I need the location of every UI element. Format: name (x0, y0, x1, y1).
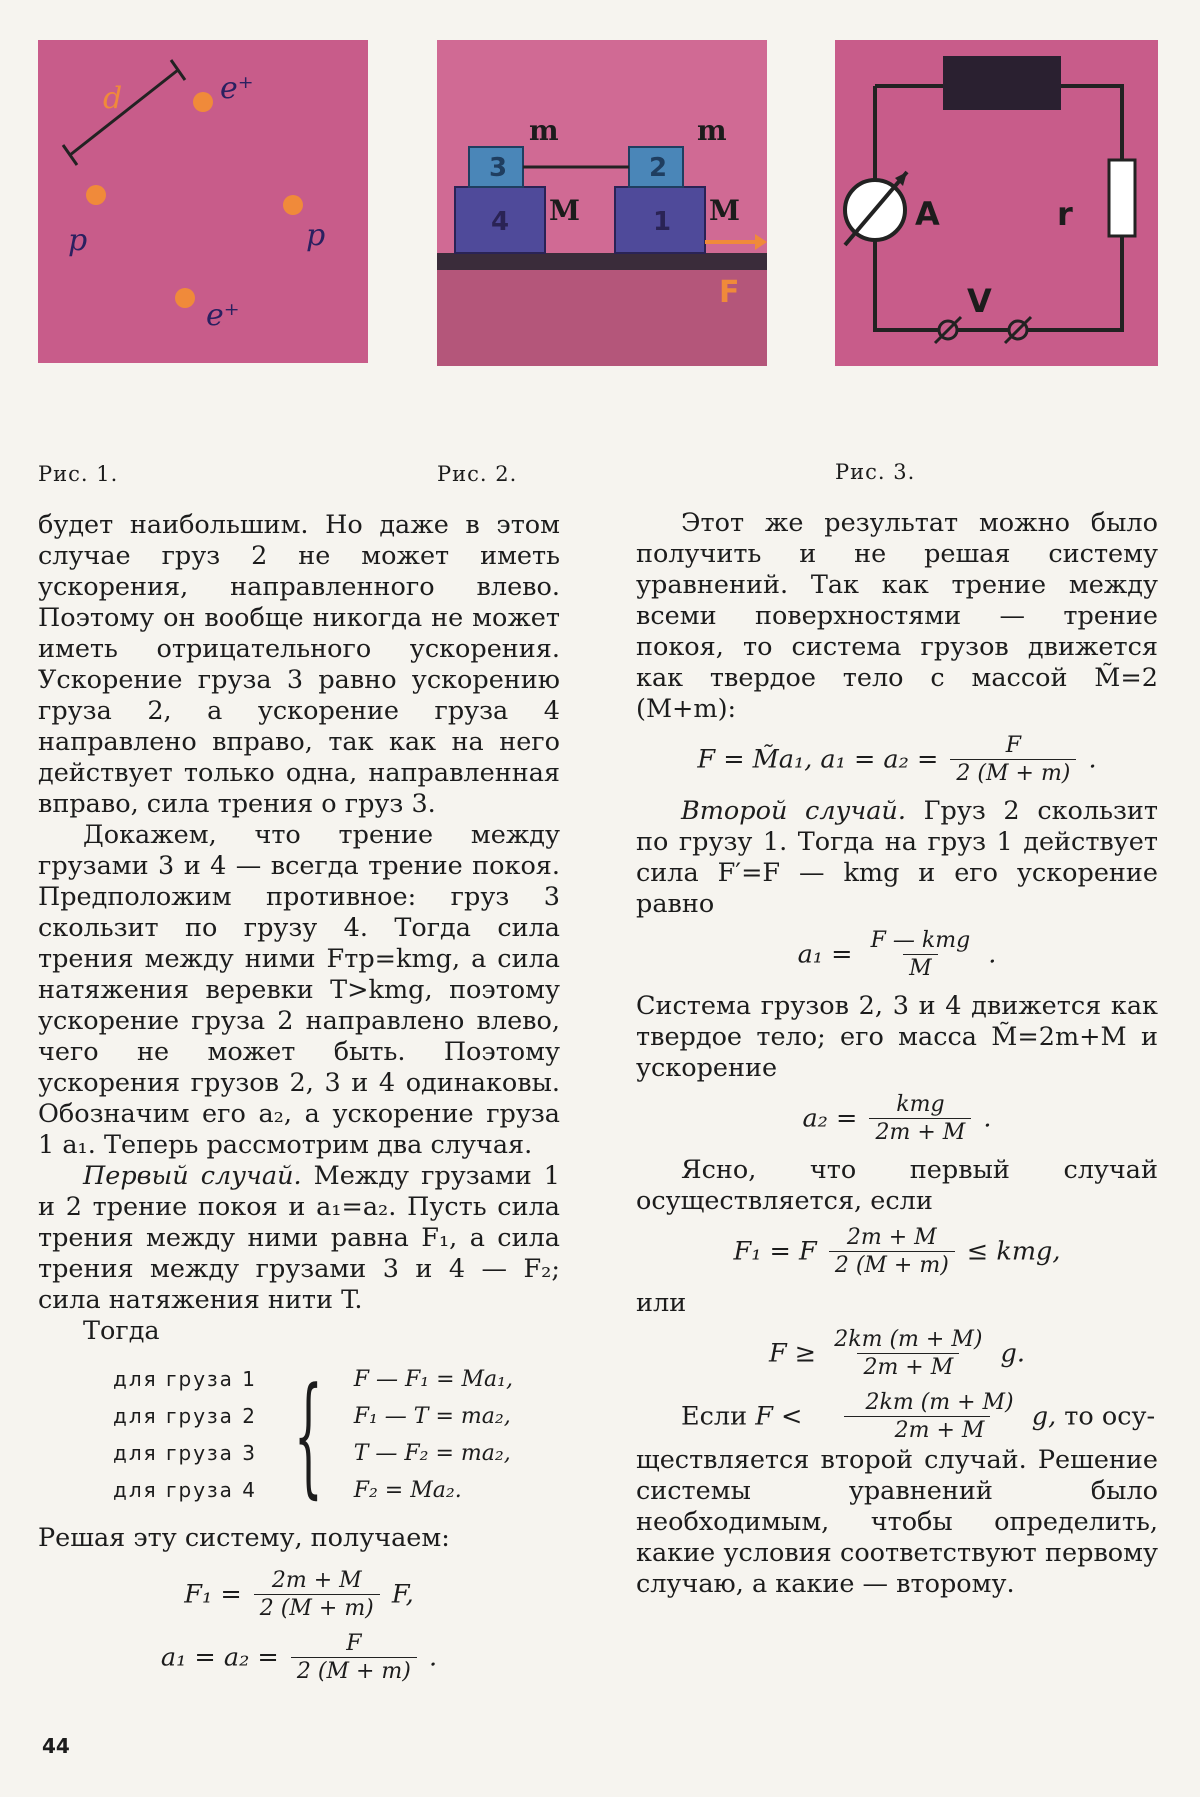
eq-rhs: . (428, 1642, 438, 1673)
eq-rhs: g. (1000, 1338, 1025, 1369)
right-paragraph-2 (636, 796, 1158, 920)
label-r: r (1057, 195, 1073, 233)
eq-den: 2m + M (869, 1118, 971, 1147)
system-eq-4: F₂ = Ma₂. (353, 1478, 462, 1503)
resistor (1109, 160, 1135, 236)
equation-system (113, 1361, 560, 1509)
eq-rhs: . (1088, 744, 1097, 775)
eq-lhs: F₁ = F (733, 1236, 817, 1267)
proton-left (86, 185, 106, 205)
figure-1-caption: Рис. 1. (38, 462, 119, 486)
label-M-left: M (549, 194, 580, 227)
label-box-2: 2 (649, 153, 668, 183)
system-eq-1: F — F₁ = Ma₁, (353, 1367, 513, 1392)
right-column (636, 508, 1158, 1600)
left-paragraph-1: будет наибольшим. Но даже в этом случае груз 2 не может иметь ускорения, направленного влево. Поэтому он вообще никогда не может иметь отрицательного ускорения. Ускорение груза 3 равно ускорению груза 2, а ускорение груза 4 направлено вправо, так как на него действует только одна, направленная вправо, сила трения о груз 3. (38, 510, 560, 819)
eq-lhs: F < (755, 1401, 803, 1432)
system-label-3: для груза 3 (113, 1441, 258, 1465)
system-eq-2: F₁ — T = ma₂, (353, 1404, 511, 1429)
label-e-bottom: e⁺ (206, 298, 240, 333)
eq-num: F (1005, 733, 1022, 758)
eq-num: 2km (m + M) (865, 1390, 1014, 1415)
left-equation-2 (38, 1631, 560, 1686)
eq-lhs: a₁ = a₂ = (160, 1642, 279, 1673)
page-number: 44 (42, 1734, 70, 1758)
right-paragraph-5-start (636, 1390, 1158, 1445)
eq-rhs: . (988, 939, 997, 970)
battery (943, 56, 1061, 110)
eq-rhs: . (983, 1103, 992, 1134)
figure-1 (38, 40, 368, 363)
eq-lhs: F = M̃a₁, a₁ = a₂ = (697, 744, 939, 775)
eq-num: F (346, 1631, 362, 1656)
system-label-1: для груза 1 (113, 1367, 258, 1391)
first-case-heading: Первый случай. (83, 1161, 302, 1191)
right-equation-3 (636, 1092, 1158, 1147)
eq-den: M (903, 954, 938, 983)
eq-den: 2 (M + m) (950, 759, 1076, 788)
figure-2 (437, 40, 767, 366)
right-equation-1 (636, 733, 1158, 788)
figure-2-caption: Рис. 2. (437, 462, 518, 486)
label-V: V (967, 282, 992, 320)
eq-num: 2m + M (271, 1568, 362, 1593)
eq-rhs: g, (1031, 1401, 1057, 1432)
system-label-2: для груза 2 (113, 1404, 258, 1428)
label-p-right: p (306, 218, 326, 253)
eq-rhs: ≤ kmg, (966, 1236, 1061, 1267)
togda-text: Тогда (83, 1316, 160, 1346)
ground-area (437, 270, 767, 366)
system-brace: { (293, 1359, 323, 1511)
if-text: Если (681, 1401, 748, 1432)
figure-3 (835, 40, 1158, 366)
system-eq-3: T — F₂ = ma₂, (353, 1441, 511, 1466)
proton-right (283, 195, 303, 215)
eq-den: 2 (M + m) (254, 1594, 380, 1623)
figure-1-background (38, 40, 368, 363)
left-column (38, 510, 560, 1694)
label-d: d (103, 81, 123, 116)
label-m-right: m (697, 114, 727, 147)
left-paragraph-2: Докажем, что трение между грузами 3 и 4 — всегда трение покоя. Предположим противное: груз 3 скользит по грузу 4. Тогда сила трения между ними Fтр=kmg, а сила натяжения веревки T>kmg, поэтому ускорение груза 2 направлено влево, чего не может быть. Поэтому ускорения грузов 2, 3 и 4 одинаковы. Обозначим его a₂, а ускорение груза 1 a₁. Теперь рассмотрим два случая. (38, 820, 560, 1160)
then-text: то осу- (1064, 1401, 1156, 1432)
label-box-4: 4 (491, 207, 510, 237)
second-case-heading: Второй случай. (681, 796, 906, 826)
eq-lhs: F ≥ (769, 1338, 817, 1369)
label-m-left: m (529, 114, 559, 147)
eq-lhs: a₂ = (802, 1103, 858, 1134)
label-p-left: p (68, 223, 88, 258)
floor (437, 253, 767, 270)
label-e-top: e⁺ (220, 71, 254, 106)
eq-num: F — kmg (870, 928, 971, 953)
right-paragraph-5: ществляется второй случай. Решение системы уравнений было необходимым, чтобы определить, какие условия соответствуют первому случаю, а какие — второму. (636, 1445, 1158, 1599)
first-case-text: Между грузами 1 и 2 трение покоя и a₁=a₂. Пусть сила трения между ними равна F₁, а сила трения между грузами 3 и 4 — F₂; сила натяжения нити T. (38, 1161, 560, 1315)
eq-lhs: F₁ = (184, 1579, 242, 1610)
label-F: F (719, 275, 740, 310)
ili-text: или (636, 1288, 687, 1318)
figure-3-caption: Рис. 3. (835, 460, 916, 484)
left-paragraph-3 (38, 1161, 560, 1316)
system-label-4: для груза 4 (113, 1478, 258, 1502)
label-box-3: 3 (489, 153, 508, 183)
second-case-text: Груз 2 скользит по грузу 1. Тогда на груз 1 действует сила F′=F — kmg и его ускорение равно (636, 796, 1158, 919)
eq-num: 2km (m + M) (834, 1327, 983, 1352)
solve-text: Решая эту систему, получаем: (38, 1523, 450, 1553)
eq-rhs: F, (391, 1579, 414, 1610)
eq-num: 2m + M (846, 1225, 937, 1250)
label-A: A (915, 195, 940, 233)
eq-den: 2 (M + m) (291, 1657, 417, 1686)
eq-den: 2m + M (857, 1353, 959, 1382)
eq-den: 2 (M + m) (829, 1251, 955, 1280)
right-paragraph-1: Этот же результат можно было получить и не решая систему уравнений. Так как трение между всеми поверхностями — трение покоя, то система грузов движется как твердое тело с массой M̃=2 (M+m): (636, 508, 1158, 724)
label-box-1: 1 (653, 207, 672, 237)
right-paragraph-4: Ясно, что первый случай осуществляется, если (636, 1155, 1158, 1216)
label-M-right: M (709, 194, 740, 227)
right-paragraph-3: Система грузов 2, 3 и 4 движется как твердое тело; его масса M̃=2m+M и ускорение (636, 991, 1158, 1083)
eq-den: 2m + M (844, 1416, 991, 1445)
left-equation-1 (38, 1568, 560, 1623)
eq-num: kmg (896, 1092, 945, 1117)
eq-lhs: a₁ = (797, 939, 853, 970)
right-equation-2 (636, 928, 1158, 983)
positron-bottom (175, 288, 195, 308)
right-equation-5 (636, 1327, 1158, 1382)
right-equation-4 (636, 1225, 1158, 1280)
positron-top (193, 92, 213, 112)
